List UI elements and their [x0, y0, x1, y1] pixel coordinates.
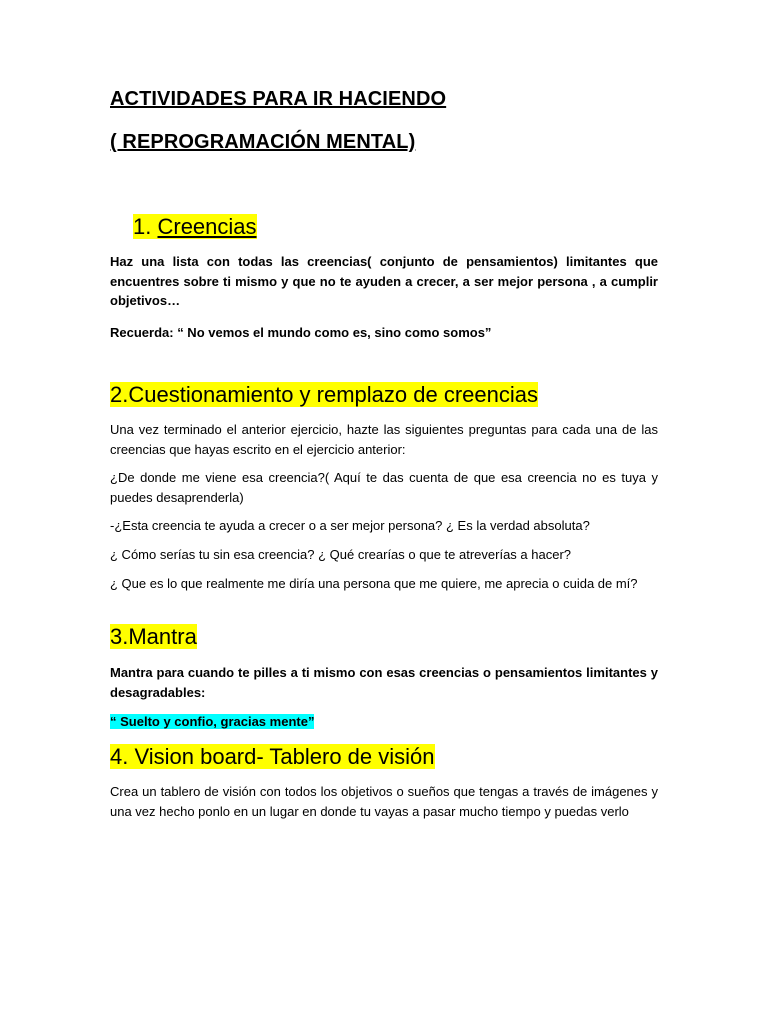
- section-2-question: -¿Esta creencia te ayuda a crecer o a ser mejor persona? ¿ Es la verdad absoluta?: [110, 518, 590, 533]
- section-1-heading: [133, 212, 257, 242]
- section-2-question: ¿ Cómo serías tu sin esa creencia? ¿ Qué crearías o que te atreverías a hacer?: [110, 547, 571, 562]
- section-2-question: ¿ Que es lo que realmente me diría una persona que me quiere, me aprecia o cuida de mí?: [110, 576, 638, 591]
- section-2-title: 2.Cuestionamiento y remplazo de creencias: [110, 382, 539, 407]
- section-1-body: Haz una lista con todas las creencias( conjunto de pensamientos) limitantes que encuentres sobre ti mismo y que no te ayuden a crecer, a ser mejor persona , a cumplir objetivos…: [110, 254, 658, 308]
- section-3-body: Mantra para cuando te pilles a ti mismo con esas creencias o pensamientos limitantes y desagradables:: [110, 665, 658, 700]
- section-2-intro: Una vez terminado el anterior ejercicio, hazte las siguientes preguntas para cada una de las creencias que hayas escrito en el ejercicio anterior:: [110, 422, 658, 457]
- section-1-number: 1.: [133, 214, 152, 239]
- section-2-heading: [110, 380, 538, 410]
- section-3-heading: [110, 622, 197, 652]
- section-4-body: Crea un tablero de visión con todos los objetivos o sueños que tengas a través de imágenes y una vez hecho ponlo en un lugar en donde tu vayas a pasar mucho tiempo y puedas verlo: [110, 784, 658, 819]
- document-title-line-1: ACTIVIDADES PARA IR HACIENDO: [110, 88, 447, 110]
- document-title-line-2: ( REPROGRAMACIÓN MENTAL): [110, 131, 416, 153]
- section-3-mantra: [110, 712, 658, 732]
- section-3-title: 3.Mantra: [110, 624, 197, 649]
- section-1-reminder: Recuerda: “ No vemos el mundo como es, sino como somos”: [110, 325, 492, 340]
- section-4-title: 4. Vision board- Tablero de visión: [110, 744, 435, 769]
- section-2-question: ¿De donde me viene esa creencia?( Aquí te das cuenta de que esa creencia no es tuya y puedes desaprenderla): [110, 470, 658, 505]
- section-4-heading: [110, 742, 435, 772]
- section-1-title: Creencias: [157, 214, 257, 239]
- mantra-highlight: “ Suelto y confio, gracias mente”: [110, 714, 315, 729]
